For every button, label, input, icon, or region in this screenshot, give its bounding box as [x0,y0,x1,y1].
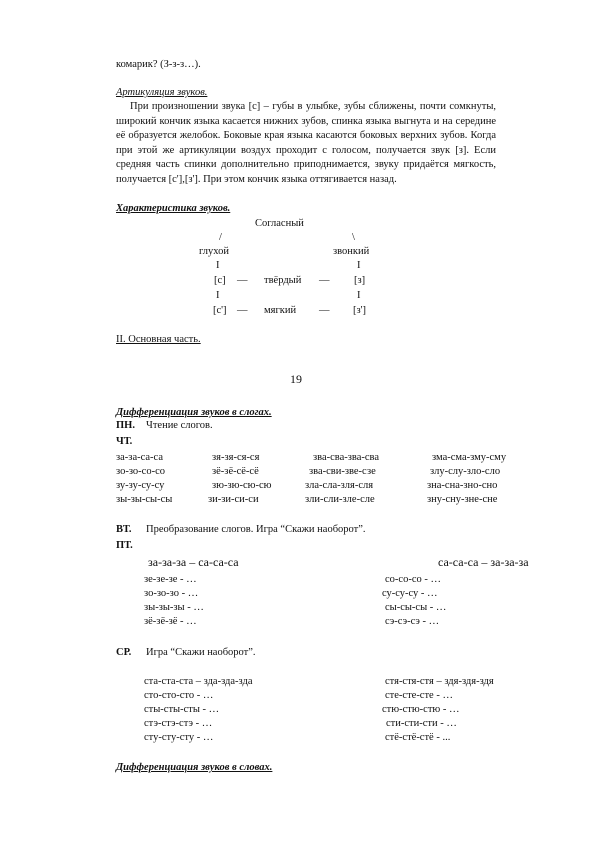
day-label-pn: ПН. [116,420,135,431]
syllable-cell: зва-сва-зва-сва [313,452,380,463]
pn-text: Чтение слогов. [146,420,213,431]
syllable-cell: зю-зю-сю-сю [212,480,272,491]
diagram-dash: — [237,305,248,316]
diagram-branch-right: \ [352,232,355,243]
syllable-cell: зма-сма-зму-сму [432,452,507,463]
sr-left-item: сту-сту-сту - … [144,732,214,743]
vt-text: Преобразование слогов. Игра “Скажи наоборот”. [146,524,366,535]
game-right-head: са-са-са – за-за-за [438,555,529,569]
diagram-branch-left: / [219,232,222,243]
diagram-hard: твёрдый [264,275,302,286]
sr-left-item: сто-сто-сто - … [144,690,214,701]
game-right-item: сэ-сэ-сэ - … [385,616,440,627]
game-left-item: зё-зё-зё - … [144,616,197,627]
syllable-cell: зы-зы-сы-сы [116,494,173,505]
diagram-bar: I [216,290,220,301]
section-heading: II. Основная часть. [116,334,201,345]
sr-right-item: сте-сте-сте - … [385,690,453,701]
day-label-cht: ЧТ. [116,436,133,447]
page-number: 19 [290,372,302,386]
game-right-item: со-со-со - … [385,574,441,585]
sr-left-item: ста-ста-ста – зда-зда-зда [144,676,253,687]
syllable-cell: зя-зя-ся-ся [212,452,260,463]
diagram-dash: — [237,275,248,286]
syllables-heading: Дифференциация звуков в слогах. [116,407,272,418]
game-left-item: зе-зе-зе - … [144,574,197,585]
game-left-item: зо-зо-зо - … [144,588,199,599]
game-right-item: су-су-су - … [382,588,438,599]
day-label-vt: ВТ. [116,524,132,535]
game-left-head: за-за-за – са-са-са [148,555,239,569]
diagram-dash: — [319,275,330,286]
diagram-s: [с] [214,275,226,286]
sr-left-item: стэ-стэ-стэ - … [144,718,213,729]
characteristics-heading: Характеристика звуков. [116,203,231,214]
syllable-cell: зла-сла-зля-сля [305,480,374,491]
syllable-cell: зу-зу-су-су [116,480,165,491]
intro-line: комарик? (З-з-з…). [116,59,201,70]
sr-right-item: стя-стя-стя – здя-здя-здя [385,676,494,687]
articulation-paragraph: При произношении звука [с] – губы в улыбке, зубы сближены, почти сомкнуты, широкий кончик языка касается нижних зубов, спинка языка выгнута и на середине её образуется желобок. Боковые края языка касаются боковых верхних зубов. Когда при этой же артикуляции воздух проходит с голосом, получается звук [з]. Если средняя часть спинки дополнительно приподнимается, звуку придаётся мягкость, получается [с'],[з']. При этом кончик языка оттягивается назад. [116,101,496,185]
sr-right-item: стё-стё-стё - ... [385,732,451,743]
diagram-soft: мягкий [264,305,297,316]
words-heading: Дифференциация звуков в словах. [116,762,273,773]
syllable-cell: зи-зи-си-си [208,494,259,505]
diagram-voiced: звонкий [333,246,370,257]
diagram-bar: I [216,260,220,271]
syllable-cell: за-за-са-са [116,452,164,463]
diagram-bar: I [357,290,361,301]
syllable-cell: зна-сна-зно-сно [427,480,498,491]
diagram-z: [з] [354,275,366,286]
sr-text: Игра “Скажи наоборот”. [146,647,256,658]
sr-right-item: стю-стю-стю - … [382,704,460,715]
articulation-heading: Артикуляция звуков. [116,87,208,98]
day-label-pt: ПТ. [116,540,133,551]
syllable-cell: зва-сви-зве-сзе [309,466,376,477]
game-left-item: зы-зы-зы - … [144,602,204,613]
syllable-cell: зли-сли-зле-сле [305,494,375,505]
syllable-cell: злу-слу-зло-сло [430,466,501,477]
sr-right-item: сти-сти-сти - … [386,718,457,729]
diagram-bar: I [357,260,361,271]
game-right-item: сы-сы-сы - … [385,602,447,613]
diagram-dash: — [319,305,330,316]
day-label-sr: СР. [116,647,132,658]
syllable-cell: зну-сну-зне-сне [427,494,498,505]
syllable-cell: зё-зё-сё-сё [212,466,259,477]
syllable-cell: зо-зо-со-со [116,466,165,477]
diagram-s-soft: [с'] [213,305,227,316]
diagram-z-soft: [з'] [353,305,367,316]
diagram-voiceless: глухой [199,246,229,257]
diagram-root: Согласный [255,218,304,229]
sr-left-item: сты-сты-сты - … [144,704,220,715]
